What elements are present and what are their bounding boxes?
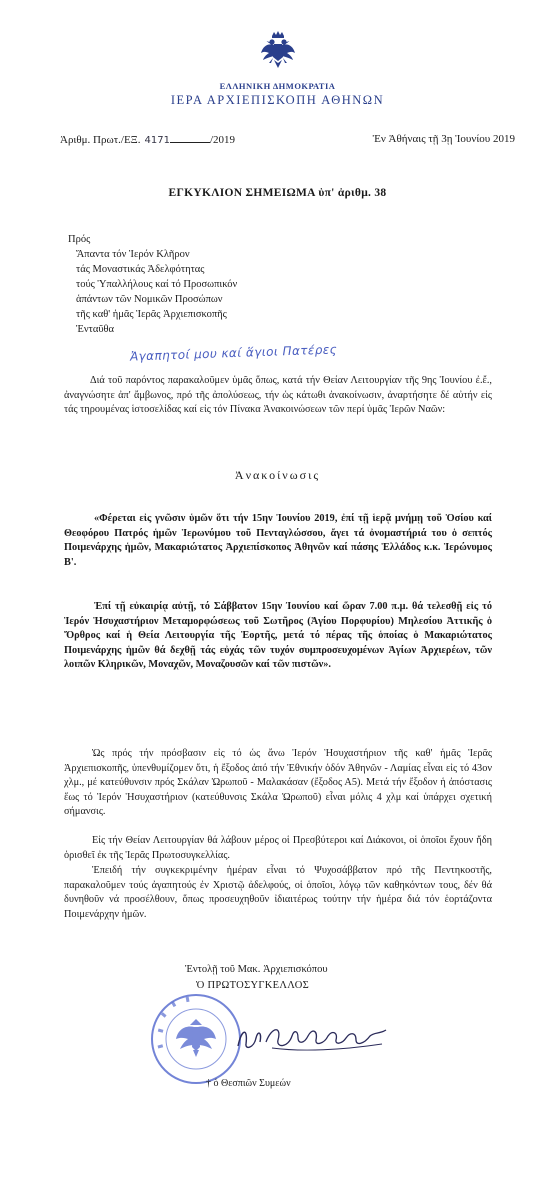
double-headed-eagle-icon xyxy=(260,30,296,70)
recipients-to: Πρός xyxy=(68,234,91,245)
recipient-line: ἁπάντων τῶν Νομικῶν Προσώπων xyxy=(76,294,223,305)
recipients-block xyxy=(68,232,237,337)
recipient-line: τῆς καθ' ἡμᾶς Ἱερᾶς Ἀρχιεπισκοπῆς xyxy=(76,309,227,320)
state-name: ΕΛΛΗΝΙΚΗ ΔΗΜΟΚΡΑΤΙΑ xyxy=(219,81,336,91)
recipient-line: Ἅπαντα τόν Ἱερόν Κλῆρον xyxy=(76,249,190,260)
reference-line xyxy=(60,133,515,147)
protocol-label: Ἀριθμ. Πρωτ./ΕΞ. xyxy=(60,134,141,146)
archdiocese-name: ΙΕΡΑ ΑΡΧΙΕΠΙΣΚΟΠΗ ΑΘΗΝΩΝ xyxy=(170,93,385,107)
announcement-title: Ἀνακοίνωσις xyxy=(234,468,321,482)
intro-paragraph: Διά τοῦ παρόντος παρακαλοῦμεν ὑμᾶς ὅπως, κατά τήν Θείαν Λειτουργίαν τῆς 9ης Ἰουνίου ἐ.ἔ., ἀναγνώσητε ἀπ' ἄμβωνος, πρό τῆς ἀπολύσεως, τήν ὡς κάτωθι ἀνακοίνωσιν, ἀναρτήσητε δέ αὐτήν εἰς τάς τηρουμένας ἱστοσελίδας καί εἰς τόν Πίνακα Ἀνακοινώσεων τῶν περί ὑμᾶς Ἱερῶν Ναῶν: xyxy=(64,375,492,416)
access-paragraph: Ὡς πρός τήν πρόσβασιν εἰς τό ὡς ἄνω Ἱερόν Ἡσυχαστήριον τῆς καθ' ἡμᾶς Ἱερᾶς Ἀρχιεπισκοπῆς, ὑπενθυμίζομεν ὅτι, ἡ ἔξοδος ἀπό τήν Ἐθνικήν ὁδόν Ἀθηνῶν - Λαμίας εἶναι εἰς τό 43ον χλμ., μέ κατεύθυνσιν πρός Σκάλαν Ὠρωποῦ - Μαλακάσαν (ἔξοδος Α5). Μετά τήν ἔξοδον ἡ ἀπόστασις ἕως τό Ἱερόν Ἡσυχαστήριον (κατεύθυνσις Σκάλα Ὠρωποῦ) εἶναι μόλις 4 χλμ καί ὑπάρχει σχετική σήμανσις. xyxy=(64,748,492,818)
signature-by-order: Ἐντολῇ τοῦ Μακ. Ἀρχιεπισκόπου xyxy=(185,964,328,975)
announcement-paragraph-1: «Φέρεται εἰς γνῶσιν ὑμῶν ὅτι τήν 15ην Ἰουνίου 2019, ἐπί τῇ ἱερᾷ μνήμῃ τοῦ Ὁσίου καί Θεοφόρου Πατρός ἡμῶν Ἱερωνύμου τοῦ Πενταγλώσσου, ἄγει τά ὀνομαστήριά του ὁ σεπτός Ποιμενάρχης ἡμῶν, Μακαριώτατος Ἀρχιεπίσκοπος Ἀθηνῶν καί πάσης Ἑλλάδος κ.κ. Ἱερώνυμος Β'. xyxy=(64,513,492,568)
signature-name: † ὁ Θεσπιῶν Συμεών xyxy=(206,1078,291,1089)
prayer-paragraph: Ἐπειδή τήν συγκεκριμένην ἡμέραν εἶναι τό Ψυχοσάββατον πρό τῆς Πεντηκοστῆς, παρακαλοῦμεν τούς ἀγαπητούς ἐν Χριστῷ ἀδελφούς, οἱ ὁποῖοι, λόγῳ τῶν καθηκόντων τους, δέν θά δυνηθοῦν νά προσέλθουν, ὅπως προσευχηθοῦν ἰδιαιτέρως τούτην τήν ἡμέρα διά τόν ἑορτάζοντα Ποιμενάρχην ἡμῶν. xyxy=(64,865,492,920)
circular-title: ΕΓΚΥΚΛΙΟΝ ΣΗΜΕΙΩΜΑ ὑπ' ἀριθμ. 38 xyxy=(168,187,387,199)
protocol-number: 4171 xyxy=(144,135,170,146)
archdiocese-seal-icon xyxy=(150,993,242,1085)
recipient-line: τάς Μοναστικάς Ἀδελφότητας xyxy=(76,264,205,275)
signature-role: Ὁ ΠΡΩΤΟΣΥΓΚΕΛΛΟΣ xyxy=(196,980,310,991)
handwritten-signature-icon xyxy=(232,1018,392,1058)
place-date: Ἐν Ἀθήναις τῇ 3ῃ Ἰουνίου 2019 xyxy=(372,133,515,145)
recipient-line: Ἐνταῦθα xyxy=(76,324,115,335)
recipient-line: τούς Ὑπαλλήλους καί τό Προσωπικόν xyxy=(76,279,238,290)
announcement-paragraph-2: Ἐπί τῇ εὐκαιρίᾳ αὐτῇ, τό Σάββατον 15ην Ἰουνίου καί ὥραν 7.00 π.μ. θά τελεσθῇ εἰς τό Ἱερόν Ἡσυχαστήριον Μεταμορφώσεως τοῦ Σωτῆρος (Ἁγίου Πορφυρίου) Μηλεσίου Ἀττικῆς ὁ Ὄρθρος καί ἡ Θεία Λειτουργία τῆς Ἑορτῆς, μετά τό πέρας τῆς ὁποίας ὁ Μακαριώτατος Ποιμενάρχης ἡμῶν θά δεχθῇ τάς εὐχάς τῶν τυχόν συμπροσευχομένων Ἁγίων Ἀρχιερέων, τῶν λοιπῶν Κληρικῶν, Μοναχῶν, Μοναζουσῶν καί τῶν πιστῶν». xyxy=(64,601,492,671)
protocol-reference xyxy=(60,133,235,146)
clergy-paragraph: Εἰς τήν Θείαν Λειτουργίαν θά λάβουν μέρος οἱ Πρεσβύτεροι καί Διάκονοι, οἱ ὁποῖοι ἔχουν ἤδη ὁρισθεῖ ἐκ τῆς Ἱερᾶς Πρωτοσυγκελλίας. xyxy=(64,835,492,861)
handwritten-greeting: Ἀγαπητοί μου καί ἅγιοι Πατέρες xyxy=(129,342,338,364)
protocol-year: /2019 xyxy=(209,134,236,146)
